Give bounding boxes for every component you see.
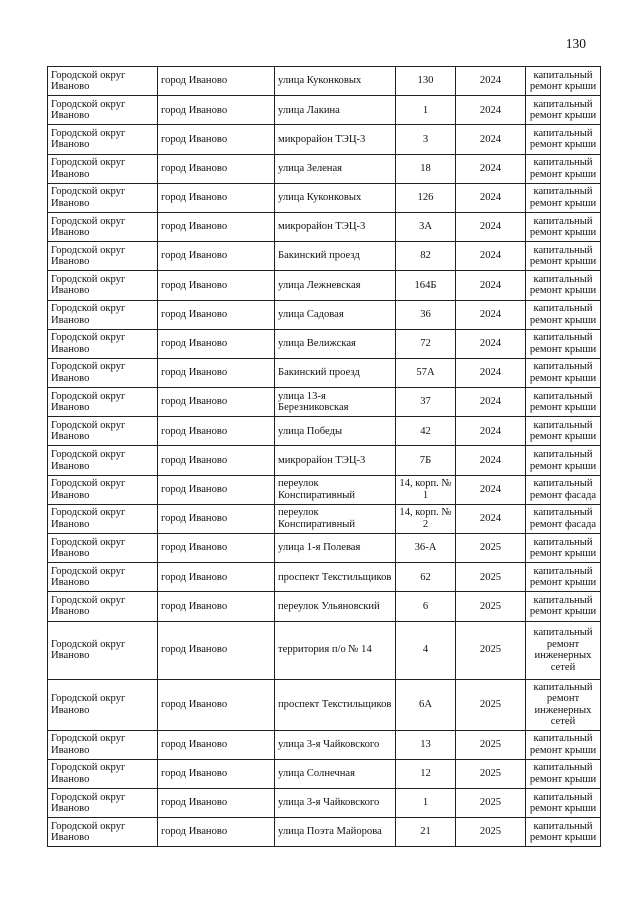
okrug-cell: Городской округ Иваново xyxy=(48,183,158,212)
street-cell: территория п/о № 14 xyxy=(275,621,396,679)
table-row xyxy=(48,759,601,788)
okrug-cell: Городской округ Иваново xyxy=(48,271,158,300)
work-type-cell: капитальный ремонт крыши xyxy=(526,417,601,446)
street-cell: переулок Конспиративный xyxy=(275,504,396,533)
work-type-cell: капитальный ремонт крыши xyxy=(526,818,601,847)
year-cell: 2025 xyxy=(456,621,526,679)
year-cell: 2024 xyxy=(456,300,526,329)
city-cell: город Иваново xyxy=(158,271,275,300)
house-number-cell: 3А xyxy=(396,212,456,241)
okrug-cell: Городской округ Иваново xyxy=(48,358,158,387)
table-row xyxy=(48,534,601,563)
okrug-cell: Городской округ Иваново xyxy=(48,212,158,241)
street-cell: микрорайон ТЭЦ-3 xyxy=(275,212,396,241)
table-row xyxy=(48,242,601,271)
city-cell: город Иваново xyxy=(158,592,275,621)
house-number-cell: 72 xyxy=(396,329,456,358)
house-number-cell: 42 xyxy=(396,417,456,446)
city-cell: город Иваново xyxy=(158,388,275,417)
city-cell: город Иваново xyxy=(158,183,275,212)
table-row xyxy=(48,271,601,300)
okrug-cell: Городской округ Иваново xyxy=(48,154,158,183)
year-cell: 2024 xyxy=(456,271,526,300)
work-type-cell: капитальный ремонт крыши xyxy=(526,300,601,329)
work-type-cell: капитальный ремонт крыши xyxy=(526,358,601,387)
city-cell: город Иваново xyxy=(158,621,275,679)
street-cell: проспект Текстильщиков xyxy=(275,679,396,730)
table-row xyxy=(48,592,601,621)
registry-table-body xyxy=(48,67,601,847)
table-row xyxy=(48,300,601,329)
work-type-cell: капитальный ремонт крыши xyxy=(526,271,601,300)
street-cell: улица 3-я Чайковского xyxy=(275,730,396,759)
year-cell: 2024 xyxy=(456,417,526,446)
street-cell: улица Лакина xyxy=(275,96,396,125)
work-type-cell: капитальный ремонт крыши xyxy=(526,388,601,417)
house-number-cell: 1 xyxy=(396,96,456,125)
street-cell: Бакинский проезд xyxy=(275,242,396,271)
year-cell: 2025 xyxy=(456,592,526,621)
work-type-cell: капитальный ремонт крыши xyxy=(526,446,601,475)
house-number-cell: 57А xyxy=(396,358,456,387)
house-number-cell: 14, корп. № 1 xyxy=(396,475,456,504)
work-type-cell: капитальный ремонт фасада xyxy=(526,504,601,533)
street-cell: микрорайон ТЭЦ-3 xyxy=(275,446,396,475)
okrug-cell: Городской округ Иваново xyxy=(48,788,158,817)
table-row xyxy=(48,125,601,154)
table-row xyxy=(48,446,601,475)
house-number-cell: 36-А xyxy=(396,534,456,563)
okrug-cell: Городской округ Иваново xyxy=(48,730,158,759)
street-cell: переулок Конспиративный xyxy=(275,475,396,504)
table-row xyxy=(48,358,601,387)
street-cell: улица Поэта Майорова xyxy=(275,818,396,847)
work-type-cell: капитальный ремонт крыши xyxy=(526,759,601,788)
house-number-cell: 130 xyxy=(396,67,456,96)
street-cell: улица 13-я Березниковская xyxy=(275,388,396,417)
street-cell: Бакинский проезд xyxy=(275,358,396,387)
house-number-cell: 82 xyxy=(396,242,456,271)
table-row xyxy=(48,212,601,241)
street-cell: улица Солнечная xyxy=(275,759,396,788)
okrug-cell: Городской округ Иваново xyxy=(48,818,158,847)
work-type-cell: капитальный ремонт крыши xyxy=(526,96,601,125)
work-type-cell: капитальный ремонт крыши xyxy=(526,242,601,271)
house-number-cell: 4 xyxy=(396,621,456,679)
okrug-cell: Городской округ Иваново xyxy=(48,504,158,533)
year-cell: 2024 xyxy=(456,125,526,154)
work-type-cell: капитальный ремонт крыши xyxy=(526,592,601,621)
house-number-cell: 126 xyxy=(396,183,456,212)
house-number-cell: 1 xyxy=(396,788,456,817)
work-type-cell: капитальный ремонт крыши xyxy=(526,534,601,563)
street-cell: микрорайон ТЭЦ-3 xyxy=(275,125,396,154)
registry-table xyxy=(47,66,601,847)
house-number-cell: 164Б xyxy=(396,271,456,300)
work-type-cell: капитальный ремонт крыши xyxy=(526,212,601,241)
okrug-cell: Городской округ Иваново xyxy=(48,388,158,417)
year-cell: 2025 xyxy=(456,818,526,847)
table-row xyxy=(48,67,601,96)
street-cell: улица 1-я Полевая xyxy=(275,534,396,563)
okrug-cell: Городской округ Иваново xyxy=(48,475,158,504)
house-number-cell: 6А xyxy=(396,679,456,730)
table-row xyxy=(48,563,601,592)
okrug-cell: Городской округ Иваново xyxy=(48,759,158,788)
table-row xyxy=(48,417,601,446)
okrug-cell: Городской округ Иваново xyxy=(48,67,158,96)
city-cell: город Иваново xyxy=(158,679,275,730)
city-cell: город Иваново xyxy=(158,242,275,271)
table-row xyxy=(48,475,601,504)
okrug-cell: Городской округ Иваново xyxy=(48,242,158,271)
city-cell: город Иваново xyxy=(158,67,275,96)
table-row xyxy=(48,96,601,125)
year-cell: 2024 xyxy=(456,388,526,417)
house-number-cell: 12 xyxy=(396,759,456,788)
year-cell: 2024 xyxy=(456,446,526,475)
street-cell: улица 3-я Чайковского xyxy=(275,788,396,817)
city-cell: город Иваново xyxy=(158,818,275,847)
city-cell: город Иваново xyxy=(158,730,275,759)
city-cell: город Иваново xyxy=(158,475,275,504)
street-cell: проспект Текстильщиков xyxy=(275,563,396,592)
okrug-cell: Городской округ Иваново xyxy=(48,534,158,563)
year-cell: 2025 xyxy=(456,759,526,788)
okrug-cell: Городской округ Иваново xyxy=(48,563,158,592)
table-row xyxy=(48,730,601,759)
street-cell: улица Зеленая xyxy=(275,154,396,183)
house-number-cell: 37 xyxy=(396,388,456,417)
year-cell: 2025 xyxy=(456,730,526,759)
house-number-cell: 3 xyxy=(396,125,456,154)
year-cell: 2024 xyxy=(456,358,526,387)
city-cell: город Иваново xyxy=(158,358,275,387)
okrug-cell: Городской округ Иваново xyxy=(48,96,158,125)
city-cell: город Иваново xyxy=(158,125,275,154)
year-cell: 2024 xyxy=(456,475,526,504)
table-row xyxy=(48,679,601,730)
house-number-cell: 13 xyxy=(396,730,456,759)
year-cell: 2025 xyxy=(456,788,526,817)
city-cell: город Иваново xyxy=(158,504,275,533)
street-cell: улица Лежневская xyxy=(275,271,396,300)
house-number-cell: 21 xyxy=(396,818,456,847)
street-cell: улица Победы xyxy=(275,417,396,446)
work-type-cell: капитальный ремонт инженерных сетей xyxy=(526,621,601,679)
year-cell: 2024 xyxy=(456,329,526,358)
year-cell: 2025 xyxy=(456,534,526,563)
table-row xyxy=(48,621,601,679)
work-type-cell: капитальный ремонт крыши xyxy=(526,730,601,759)
house-number-cell: 18 xyxy=(396,154,456,183)
okrug-cell: Городской округ Иваново xyxy=(48,300,158,329)
okrug-cell: Городской округ Иваново xyxy=(48,125,158,154)
street-cell: улица Куконковых xyxy=(275,67,396,96)
street-cell: переулок Ульяновский xyxy=(275,592,396,621)
city-cell: город Иваново xyxy=(158,534,275,563)
work-type-cell: капитальный ремонт крыши xyxy=(526,329,601,358)
city-cell: город Иваново xyxy=(158,563,275,592)
work-type-cell: капитальный ремонт фасада xyxy=(526,475,601,504)
city-cell: город Иваново xyxy=(158,417,275,446)
city-cell: город Иваново xyxy=(158,446,275,475)
city-cell: город Иваново xyxy=(158,96,275,125)
year-cell: 2025 xyxy=(456,679,526,730)
table-row xyxy=(48,788,601,817)
street-cell: улица Садовая xyxy=(275,300,396,329)
year-cell: 2025 xyxy=(456,563,526,592)
table-row xyxy=(48,818,601,847)
work-type-cell: капитальный ремонт крыши xyxy=(526,125,601,154)
okrug-cell: Городской округ Иваново xyxy=(48,621,158,679)
city-cell: город Иваново xyxy=(158,788,275,817)
year-cell: 2024 xyxy=(456,212,526,241)
okrug-cell: Городской округ Иваново xyxy=(48,679,158,730)
city-cell: город Иваново xyxy=(158,329,275,358)
table-row xyxy=(48,329,601,358)
city-cell: город Иваново xyxy=(158,154,275,183)
work-type-cell: капитальный ремонт крыши xyxy=(526,788,601,817)
table-row xyxy=(48,154,601,183)
work-type-cell: капитальный ремонт крыши xyxy=(526,67,601,96)
table-row xyxy=(48,183,601,212)
city-cell: город Иваново xyxy=(158,759,275,788)
house-number-cell: 14, корп. № 2 xyxy=(396,504,456,533)
house-number-cell: 36 xyxy=(396,300,456,329)
street-cell: улица Куконковых xyxy=(275,183,396,212)
okrug-cell: Городской округ Иваново xyxy=(48,446,158,475)
house-number-cell: 7Б xyxy=(396,446,456,475)
table-row xyxy=(48,504,601,533)
year-cell: 2024 xyxy=(456,154,526,183)
okrug-cell: Городской округ Иваново xyxy=(48,329,158,358)
work-type-cell: капитальный ремонт крыши xyxy=(526,154,601,183)
year-cell: 2024 xyxy=(456,67,526,96)
house-number-cell: 6 xyxy=(396,592,456,621)
year-cell: 2024 xyxy=(456,504,526,533)
year-cell: 2024 xyxy=(456,183,526,212)
work-type-cell: капитальный ремонт крыши xyxy=(526,563,601,592)
city-cell: город Иваново xyxy=(158,300,275,329)
year-cell: 2024 xyxy=(456,96,526,125)
street-cell: улица Велижская xyxy=(275,329,396,358)
work-type-cell: капитальный ремонт инженерных сетей xyxy=(526,679,601,730)
okrug-cell: Городской округ Иваново xyxy=(48,592,158,621)
work-type-cell: капитальный ремонт крыши xyxy=(526,183,601,212)
house-number-cell: 62 xyxy=(396,563,456,592)
okrug-cell: Городской округ Иваново xyxy=(48,417,158,446)
city-cell: город Иваново xyxy=(158,212,275,241)
year-cell: 2024 xyxy=(456,242,526,271)
table-row xyxy=(48,388,601,417)
page-number: 130 xyxy=(565,36,586,51)
